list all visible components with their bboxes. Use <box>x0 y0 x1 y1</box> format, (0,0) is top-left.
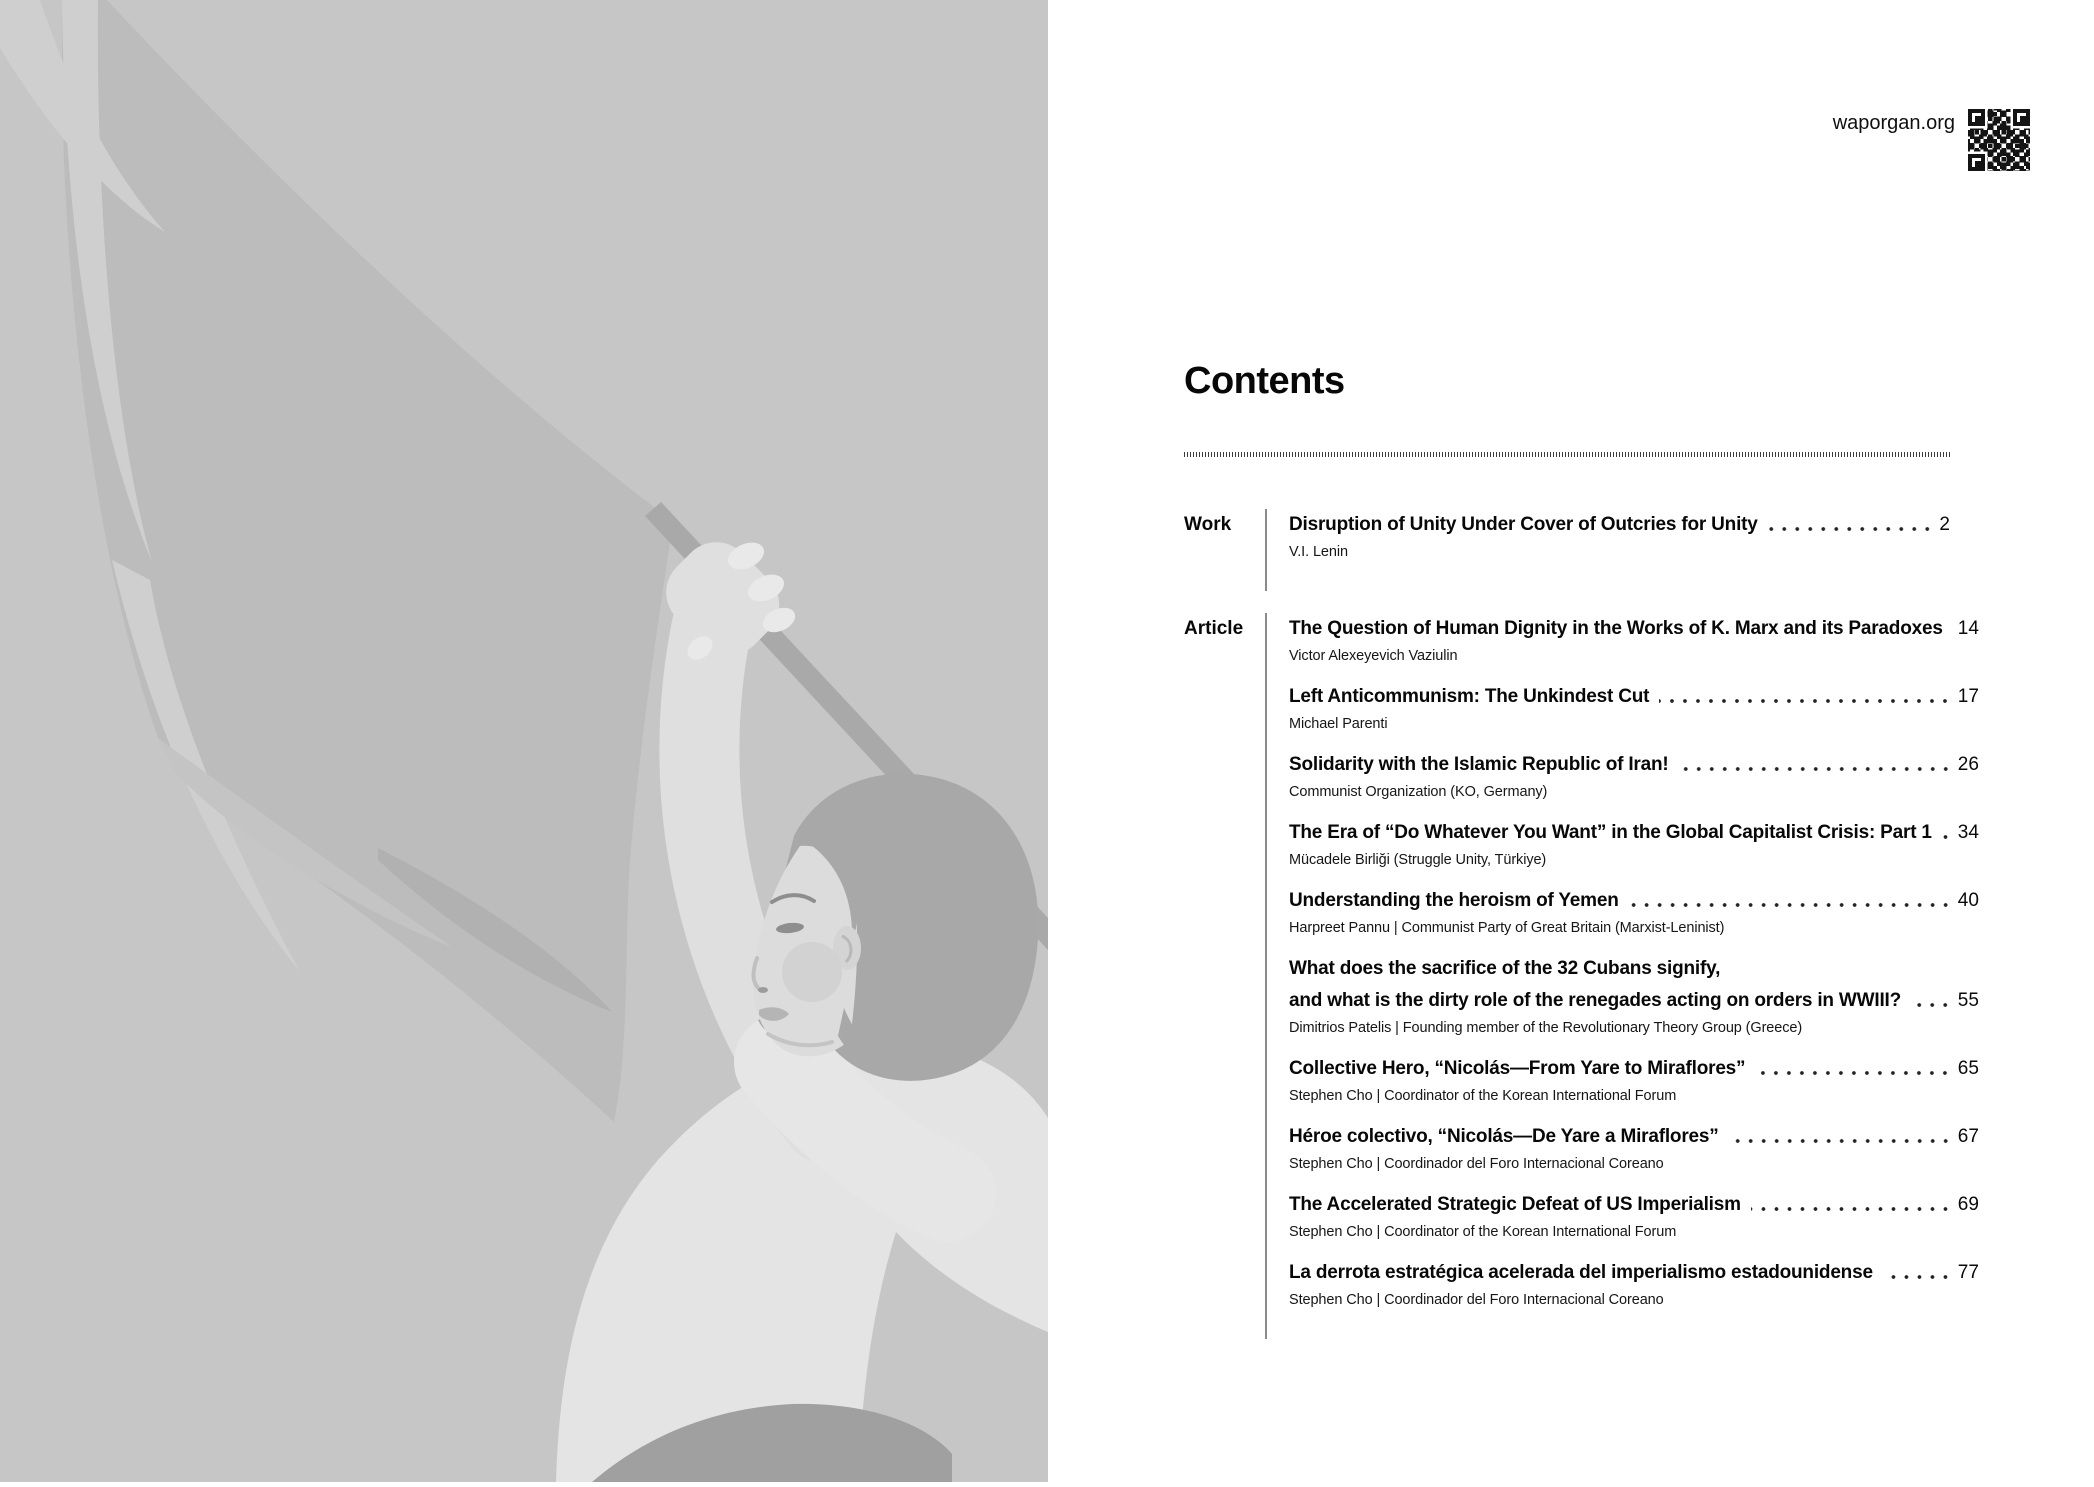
entry-title-lines <box>1289 1189 1979 1221</box>
entry-page-number: 77 <box>1957 1262 1979 1283</box>
toc-entry[interactable] <box>1289 1257 1979 1312</box>
entry-author: Stephen Cho | Coordinador del Foro Internacional Coreano <box>1289 1292 1664 1308</box>
toc-entry[interactable] <box>1289 1053 1979 1108</box>
entry-title-lines <box>1289 817 1979 849</box>
entry-title-row <box>1289 953 1979 985</box>
entry-title-row <box>1289 885 1979 917</box>
flag-bearer-graphic <box>0 0 1048 1482</box>
entry-page-number: 14 <box>1957 618 1979 639</box>
section-entries <box>1265 613 1979 1339</box>
entry-author: V.I. Lenin <box>1289 544 1348 560</box>
dot-leader <box>1729 1138 1952 1144</box>
entry-page-number: 17 <box>1957 686 1979 707</box>
entry-page-number: 55 <box>1957 990 1979 1011</box>
section-label: Article <box>1184 618 1244 639</box>
entry-page-number: 40 <box>1957 890 1979 911</box>
toc-entry[interactable] <box>1289 1121 1979 1176</box>
entry-title-row <box>1289 1189 1979 1221</box>
entry-author: Michael Parenti <box>1289 716 1388 732</box>
entry-title-row <box>1289 1257 1979 1289</box>
entry-page-number: 34 <box>1957 822 1979 843</box>
entry-title-lines <box>1289 613 1979 645</box>
entry-title: La derrota estratégica acelerada del imperialismo estadounidense <box>1289 1262 1873 1283</box>
toc-entry[interactable] <box>1289 1189 1979 1244</box>
entry-title: The Era of “Do Whatever You Want” in the Global Capitalist Crisis: Part 1 <box>1289 822 1932 843</box>
qr-finder-icon <box>1968 154 1985 171</box>
entry-title: Understanding the heroism of Yemen <box>1289 890 1619 911</box>
entry-title: What does the sacrifice of the 32 Cubans signify, <box>1289 958 1721 979</box>
contents-divider <box>1184 452 1950 457</box>
toc-entry[interactable] <box>1289 613 1979 668</box>
flag-bearer-illustration <box>0 0 1048 1482</box>
entry-page-number: 26 <box>1957 754 1979 775</box>
section-entries <box>1265 509 1950 591</box>
qr-finder-icon <box>2013 109 2030 126</box>
toc-section <box>1184 613 1979 1339</box>
dot-leader <box>1755 1070 1951 1076</box>
entry-title-lines <box>1289 509 1950 541</box>
entry-title-lines <box>1289 1257 1979 1289</box>
entry-title: The Accelerated Strategic Defeat of US Imperialism <box>1289 1194 1741 1215</box>
entry-page-number: 67 <box>1957 1126 1979 1147</box>
entry-author: Stephen Cho | Coordinador del Foro Internacional Coreano <box>1289 1156 1664 1172</box>
section-label: Work <box>1184 514 1232 535</box>
dot-leader <box>1883 1274 1952 1280</box>
toc-sections <box>1184 509 1979 1361</box>
qr-code-icon <box>1968 109 2030 171</box>
entry-title-row <box>1289 985 1979 1017</box>
dot-leader <box>1751 1206 1952 1212</box>
entry-author: Mücadele Birliği (Struggle Unity, Türkiye) <box>1289 852 1547 868</box>
entry-author: Harpreet Pannu | Communist Party of Great Britain (Marxist-Leninist) <box>1289 920 1725 936</box>
entry-title-row <box>1289 509 1950 541</box>
entry-author: Victor Alexeyevich Vaziulin <box>1289 648 1458 664</box>
entry-title-row <box>1289 681 1979 713</box>
entry-author: Stephen Cho | Coordinator of the Korean International Forum <box>1289 1224 1677 1240</box>
entry-title: Left Anticommunism: The Unkindest Cut <box>1289 686 1650 707</box>
toc-entry[interactable] <box>1289 749 1979 804</box>
entry-page-number: 65 <box>1957 1058 1979 1079</box>
toc-section <box>1184 509 1950 591</box>
entry-title: Solidarity with the Islamic Republic of Iran! <box>1289 754 1669 775</box>
dot-leader <box>1942 834 1952 840</box>
toc-entry[interactable] <box>1289 953 1979 1040</box>
entry-title-lines <box>1289 749 1979 781</box>
entry-title-row <box>1289 1053 1979 1085</box>
dot-leader <box>1768 526 1934 532</box>
entry-title: Disruption of Unity Under Cover of Outcries for Unity <box>1289 514 1758 535</box>
entry-title-lines <box>1289 1053 1979 1085</box>
dot-leader <box>1629 902 1952 908</box>
entry-author: Dimitrios Patelis | Founding member of the Revolutionary Theory Group (Greece) <box>1289 1020 1803 1036</box>
entry-author: Stephen Cho | Coordinator of the Korean International Forum <box>1289 1088 1677 1104</box>
entry-title: Héroe colectivo, “Nicolás—De Yare a Miraflores” <box>1289 1126 1719 1147</box>
entry-title-lines <box>1289 953 1979 1017</box>
entry-title-lines <box>1289 1121 1979 1153</box>
entry-title: Collective Hero, “Nicolás—From Yare to Miraflores” <box>1289 1058 1746 1079</box>
entry-title-row <box>1289 749 1979 781</box>
site-url: waporgan.org <box>1832 112 1955 134</box>
entry-title-lines <box>1289 681 1979 713</box>
toc-entry[interactable] <box>1289 681 1979 736</box>
dot-leader <box>1659 698 1951 704</box>
entry-title: The Question of Human Dignity in the Works of K. Marx and its Paradoxes <box>1289 618 1943 639</box>
entry-title-row <box>1289 613 1979 645</box>
entry-page-number: 2 <box>1939 514 1950 535</box>
toc-entry[interactable] <box>1289 817 1979 872</box>
entry-title: and what is the dirty role of the renegades acting on orders in WWIII? <box>1289 990 1902 1011</box>
page-title: Contents <box>1184 360 1345 402</box>
qr-finder-icon <box>1968 109 1985 126</box>
entry-author: Communist Organization (KO, Germany) <box>1289 784 1548 800</box>
entry-title-row <box>1289 1121 1979 1153</box>
toc-entry[interactable] <box>1289 509 1950 564</box>
entry-title-row <box>1289 817 1979 849</box>
dot-leader <box>1911 1002 1952 1008</box>
entry-title-lines <box>1289 885 1979 917</box>
entry-page-number: 69 <box>1957 1194 1979 1215</box>
toc-entry[interactable] <box>1289 885 1979 940</box>
dot-leader <box>1679 766 1952 772</box>
